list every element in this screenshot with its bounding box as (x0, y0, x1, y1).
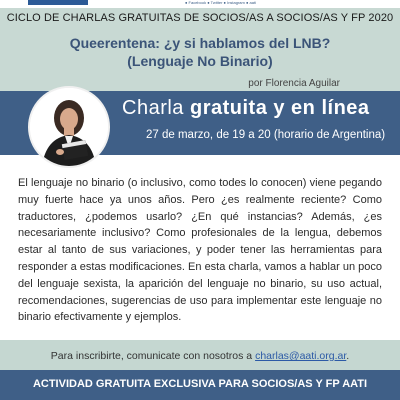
registration-text (0, 350, 400, 362)
cycle-title: CICLO DE CHARLAS GRATUITAS DE SOCIOS/AS A SOCIOS/AS Y FP 2020 (6, 12, 394, 24)
talk-subtitle: (Lenguaje No Binario) (127, 53, 273, 69)
talk-title: Queerentena: ¿y si hablamos del LNB? (69, 35, 331, 51)
aati-logo-bar (28, 0, 88, 5)
talk-format-bold: gratuita y en línea (189, 97, 370, 119)
talk-description: El lenguaje no binario (o inclusivo, como todes lo conocen) viene pegando muy fuerte hace ya unos años. Pero ¿es realmente reciente? Como traductores, ¿podemos usarlo? ¿En qué instancias? Además, ¿es necesariamente inclusivo? Como profesionales de la lengua, debemos estar al tanto de sus variaciones, y poder tener las herramientas para responder a estas modificaciones. En esta charla, vamos a hablar un poco del lenguaje sexista, la aparición del lenguaje no binario, su uso actual, recomendaciones, sugerencias de uso para implementar este lenguaje no binario efectivamente y ejemplos. (18, 177, 382, 324)
talk-format-heading (122, 97, 370, 120)
top-strip (0, 0, 400, 8)
speaker-portrait-icon (30, 88, 108, 166)
registration-email-link[interactable]: charlas@aati.org.ar (255, 350, 347, 362)
speaker-photo (28, 86, 110, 168)
social-links[interactable]: ● Facebook ● Twitter ● Instagram ● aati (185, 0, 256, 5)
registration-label: Para inscribirte, comunicate con nosotros a (50, 350, 256, 362)
talk-format-prefix: Charla (122, 97, 190, 119)
talk-date: 27 de marzo, de 19 a 20 (horario de Argentina) (146, 129, 386, 141)
author-credit: por Florencia Aguilar (248, 78, 340, 89)
registration-end: . (346, 350, 350, 362)
activity-notice: ACTIVIDAD GRATUITA EXCLUSIVA PARA SOCIOS/AS Y FP AATI (32, 378, 368, 390)
